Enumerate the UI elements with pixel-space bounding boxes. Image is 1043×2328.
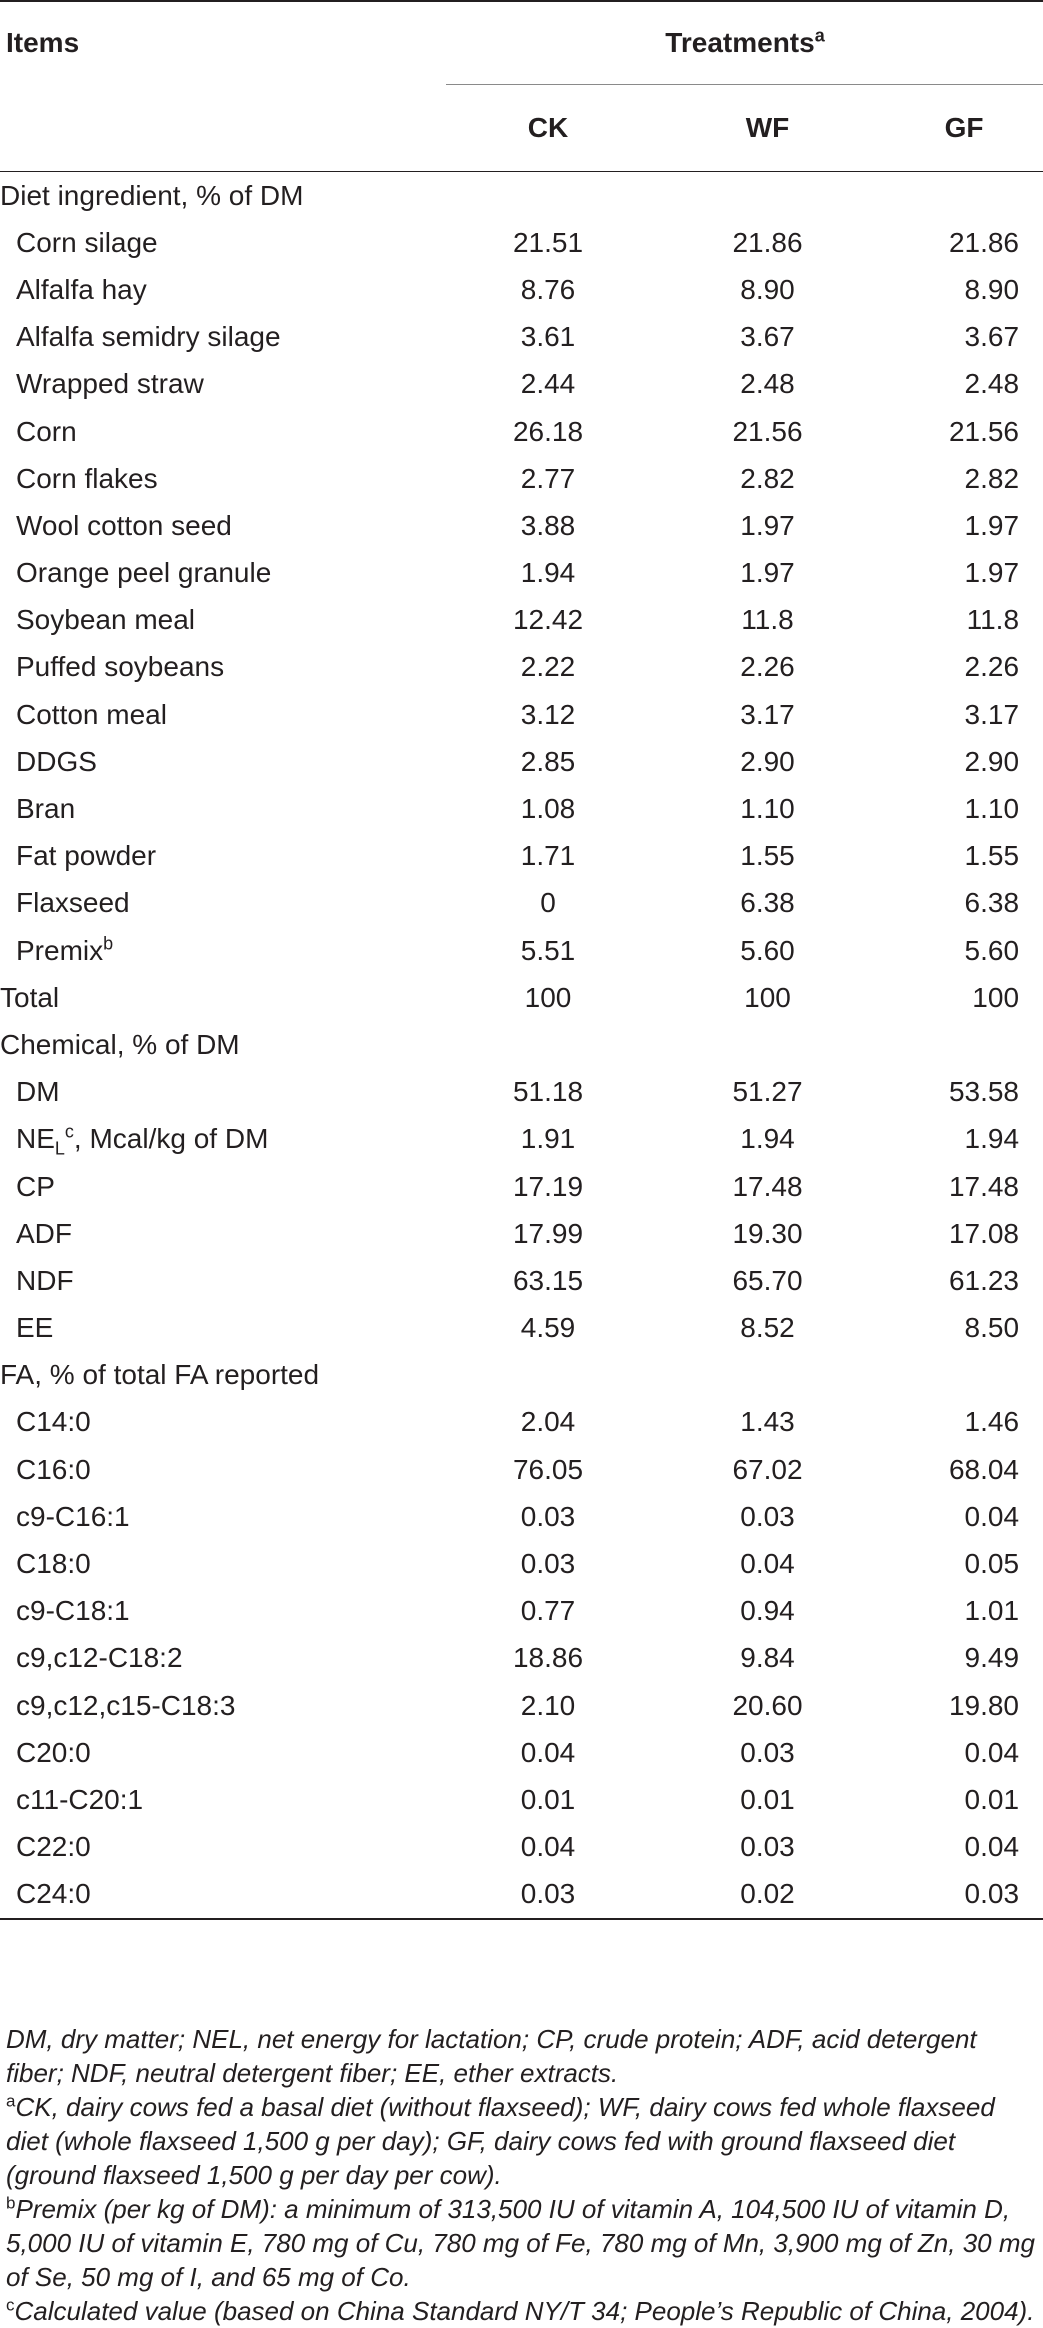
cell-wf: 0.94: [740, 1595, 795, 1627]
row-label-text: Corn: [16, 415, 77, 447]
cell-ck: 3.88: [520, 509, 576, 541]
cell-gf: 53.58: [948, 1076, 1020, 1108]
cell-gf: 2.82: [964, 462, 1020, 494]
row-label: [0, 1682, 446, 1729]
cell-wf: 100: [744, 981, 791, 1013]
cell-gf: 1.46: [964, 1406, 1020, 1438]
cell-gf: 61.23: [948, 1264, 1020, 1296]
cell-ck: 4.59: [520, 1312, 576, 1344]
cell-wf: 5.60: [740, 934, 795, 966]
row-label: [0, 1257, 446, 1304]
cell-gf: 8.50: [964, 1312, 1020, 1344]
cell-gf: 0.03: [885, 1871, 1043, 1919]
row-label: [0, 408, 446, 455]
column-header-ck: CK: [446, 85, 650, 172]
table-row: [0, 833, 1043, 880]
row-label: [0, 1493, 446, 1540]
cell-wf: 21.86: [732, 226, 803, 258]
cell-ck: 0.03: [446, 1871, 650, 1919]
cell-wf: 6.38: [740, 887, 795, 919]
table-row: [0, 738, 1043, 785]
row-label: [0, 361, 446, 408]
cell-ck: 0.77: [520, 1595, 576, 1627]
row-label: [0, 644, 446, 691]
cell-ck: 26.18: [512, 415, 584, 447]
table-row: [0, 1399, 1043, 1446]
table-row: [0, 1163, 1043, 1210]
cell-wf: 2.26: [740, 651, 795, 683]
cell-wf: [650, 1021, 885, 1068]
row-label-text: Orange peel granule: [16, 557, 272, 589]
cell-gf: 100: [972, 981, 1020, 1013]
cell-wf: 0.04: [740, 1548, 795, 1580]
cell-wf: 67.02: [732, 1453, 803, 1485]
row-label-text: Flaxseed: [16, 887, 130, 919]
cell-ck: 17.19: [512, 1170, 584, 1202]
cell-wf: 65.70: [732, 1264, 803, 1296]
cell-ck: 1.71: [520, 840, 576, 872]
cell-wf: 0.03: [740, 1831, 795, 1863]
cell-ck: 0.03: [520, 1548, 576, 1580]
row-label-text: Fat powder: [16, 840, 157, 872]
cell-ck: 2.85: [520, 745, 576, 777]
row-label-text: Puffed soybeans: [16, 651, 225, 683]
row-label: [0, 1352, 446, 1399]
cell-wf: 19.30: [732, 1217, 803, 1249]
row-label-text: c9-C16:1: [16, 1500, 130, 1532]
cell-wf: 3.67: [740, 321, 795, 353]
items-header-text: Items: [6, 27, 80, 59]
header-row-treatments: [0, 1, 1043, 85]
cell-gf: 17.08: [948, 1217, 1020, 1249]
row-label: [0, 974, 446, 1021]
row-footnote-mark: c: [64, 1122, 74, 1143]
row-label-text: EE: [16, 1312, 54, 1344]
cell-gf: 2.90: [964, 745, 1020, 777]
row-label: [0, 597, 446, 644]
table-row: [0, 408, 1043, 455]
row-label-text: NE: [16, 1123, 55, 1155]
table-row: [0, 172, 1043, 220]
cell-wf: [650, 172, 885, 220]
cell-gf: 6.38: [964, 887, 1020, 919]
cell-ck: 3.12: [520, 698, 576, 730]
cell-wf: 0.01: [740, 1783, 795, 1815]
cell-gf: 0.04: [964, 1831, 1020, 1863]
items-header: [0, 1, 446, 85]
cell-wf: 11.8: [741, 604, 794, 636]
cell-ck: 1.94: [520, 557, 576, 589]
cell-ck: 0.04: [520, 1831, 576, 1863]
cell-wf: 20.60: [732, 1689, 803, 1721]
footnote-c-mark: c: [6, 2295, 15, 2315]
cell-gf: 1.10: [964, 793, 1020, 825]
cell-gf: 1.97: [964, 557, 1020, 589]
row-label-text: C24:0: [16, 1878, 91, 1910]
cell-ck: 1.91: [520, 1123, 576, 1155]
row-label-text: Alfalfa hay: [16, 273, 147, 305]
table-row: [0, 502, 1043, 549]
cell-wf: 1.94: [740, 1123, 795, 1155]
row-label: [0, 219, 446, 266]
row-label-text: NDF: [16, 1264, 74, 1296]
cell-gf: 5.60: [964, 934, 1020, 966]
row-label: [0, 266, 446, 313]
cell-gf: 1.94: [964, 1123, 1020, 1155]
cell-ck: 5.51: [520, 934, 576, 966]
row-label-text: C14:0: [16, 1406, 91, 1438]
row-label: [0, 550, 446, 597]
cell-gf: 3.67: [964, 321, 1020, 353]
table-row: [0, 974, 1043, 1021]
table-row: [0, 1305, 1043, 1352]
footnote-b-mark: b: [6, 2193, 16, 2213]
row-label: [0, 455, 446, 502]
table-row: [0, 880, 1043, 927]
row-label: [0, 738, 446, 785]
row-label: [0, 1163, 446, 1210]
table-row: [0, 1493, 1043, 1540]
cell-wf: 0.02: [650, 1871, 885, 1919]
table-row: [0, 1540, 1043, 1587]
treatments-header-text: Treatments: [665, 27, 815, 58]
header-row-columns: [0, 85, 1043, 172]
table-row: [0, 1069, 1043, 1116]
row-label: [0, 1871, 446, 1919]
row-label-text: Wrapped straw: [16, 368, 204, 400]
cell-gf: [885, 1021, 1043, 1068]
cell-ck: 0.03: [520, 1500, 576, 1532]
cell-gf: 21.86: [948, 226, 1020, 258]
row-label-text: FA, % of total FA reported: [0, 1359, 320, 1391]
row-label-text: Total: [0, 981, 60, 1013]
row-label: [0, 1305, 446, 1352]
row-label-text: c9-C18:1: [16, 1595, 130, 1627]
table-row: [0, 314, 1043, 361]
cell-ck: 3.61: [520, 321, 576, 353]
cell-wf: 1.97: [740, 557, 795, 589]
row-label: [0, 314, 446, 361]
row-footnote-mark: b: [103, 933, 114, 954]
row-label-text: Cotton meal: [16, 698, 167, 730]
table-row: [0, 361, 1043, 408]
row-label-text: C20:0: [16, 1736, 91, 1768]
row-label-subscript: L: [54, 1138, 65, 1159]
table-row: [0, 1871, 1043, 1919]
cell-wf: 3.17: [740, 698, 795, 730]
row-label-text: c9,c12-C18:2: [16, 1642, 183, 1674]
cell-gf: 3.17: [964, 698, 1020, 730]
row-label: [0, 1635, 446, 1682]
row-label-text: ADF: [16, 1217, 72, 1249]
cell-wf: 9.84: [740, 1642, 795, 1674]
footnote-c: [6, 2294, 1036, 2328]
table-row: [0, 1776, 1043, 1823]
row-label: [0, 927, 446, 974]
row-label-text: Corn silage: [16, 226, 158, 258]
table-row: [0, 1116, 1043, 1163]
row-label: [0, 1021, 446, 1068]
row-label-text: Corn flakes: [16, 462, 158, 494]
cell-ck: 63.15: [512, 1264, 584, 1296]
row-label: [0, 785, 446, 832]
cell-gf: 17.48: [948, 1170, 1020, 1202]
table-row: [0, 1210, 1043, 1257]
row-label-text: Bran: [16, 793, 76, 825]
row-label-text: c11-C20:1: [16, 1783, 144, 1815]
table-row: [0, 597, 1043, 644]
row-label: [0, 502, 446, 549]
cell-wf: 2.90: [740, 745, 795, 777]
row-label: [0, 1776, 446, 1823]
footnote-b-text: Premix (per kg of DM): a minimum of 313,500 IU of vitamin A, 104,500 IU of vitamin D, 5,000 IU of vitamin E, 780 mg of Cu, 780 mg of Fe, 780 mg of Mn, 3,900 mg of Zn, 30 mg of Se, 50 mg of I, and 65 mg of Co.: [6, 2194, 1035, 2292]
footnote-abbreviations: DM, dry matter; NEL, net energy for lactation; CP, crude protein; ADF, acid detergent fiber; NDF, neutral detergent fiber; EE, ether extracts.: [6, 2024, 977, 2088]
table-row: [0, 644, 1043, 691]
cell-wf: 51.27: [732, 1076, 803, 1108]
table-row: [0, 785, 1043, 832]
row-label: [0, 1116, 446, 1163]
row-label-text: DM: [16, 1076, 60, 1108]
row-label: [0, 1824, 446, 1871]
row-label-text: c9,c12,c15-C18:3: [16, 1689, 236, 1721]
row-label: [0, 1540, 446, 1587]
cell-gf: 8.90: [964, 273, 1020, 305]
row-label-text: Diet ingredient, % of DM: [0, 179, 304, 211]
cell-ck: 2.22: [520, 651, 576, 683]
row-label-text: Wool cotton seed: [16, 509, 232, 541]
row-label-text: Soybean meal: [16, 604, 196, 636]
treatments-footnote-mark: a: [814, 25, 825, 46]
row-label: [0, 880, 446, 927]
table-row: [0, 266, 1043, 313]
cell-wf: 1.97: [740, 509, 795, 541]
cell-ck: 18.86: [512, 1642, 584, 1674]
row-label: [0, 1069, 446, 1116]
cell-ck: 76.05: [512, 1453, 584, 1485]
cell-gf: 19.80: [948, 1689, 1020, 1721]
cell-ck: 0.04: [520, 1736, 576, 1768]
cell-gf: 1.97: [964, 509, 1020, 541]
table-row: [0, 455, 1043, 502]
row-label-text: Premix: [16, 934, 104, 966]
row-label: [0, 1588, 446, 1635]
cell-gf: [885, 172, 1043, 220]
column-header-gf: GF: [885, 85, 1043, 172]
row-label: [0, 1729, 446, 1776]
cell-wf: 1.10: [740, 793, 795, 825]
table-row: [0, 691, 1043, 738]
table-body: [0, 172, 1043, 1919]
footnote-a: [6, 2090, 1036, 2192]
cell-ck: [446, 1021, 650, 1068]
row-label: [0, 172, 446, 220]
row-label-text: CP: [16, 1170, 55, 1202]
cell-gf: 1.55: [964, 840, 1020, 872]
cell-wf: 8.52: [740, 1312, 795, 1344]
cell-ck: 2.77: [520, 462, 576, 494]
cell-ck: 8.76: [520, 273, 576, 305]
cell-ck: 12.42: [512, 604, 584, 636]
table-row: [0, 1352, 1043, 1399]
cell-gf: 11.8: [966, 604, 1020, 636]
cell-gf: 0.01: [964, 1783, 1020, 1815]
cell-wf: 0.03: [740, 1736, 795, 1768]
cell-ck: 51.18: [512, 1076, 584, 1108]
cell-wf: [650, 1352, 885, 1399]
row-label-text: C22:0: [16, 1831, 91, 1863]
footnote-a-text: CK, dairy cows fed a basal diet (without flaxseed); WF, dairy cows fed whole flaxseed diet (whole flaxseed 1,500 g per day); GF, dairy cows fed with ground flaxseed diet (ground flaxseed 1,500 g per day per cow).: [6, 2092, 995, 2190]
table-row: [0, 1021, 1043, 1068]
table-row: [0, 1257, 1043, 1304]
table-row: [0, 1682, 1043, 1729]
table-row: [0, 1635, 1043, 1682]
row-label-unit: , Mcal/kg of DM: [73, 1123, 269, 1155]
table-row: [0, 550, 1043, 597]
footnote-c-text: Calculated value (based on China Standard NY/T 34; People’s Republic of China, 2004).: [14, 2296, 1035, 2326]
cell-gf: 9.49: [964, 1642, 1020, 1674]
cell-ck: 2.04: [520, 1406, 576, 1438]
table-row: [0, 1824, 1043, 1871]
cell-wf: 8.90: [740, 273, 795, 305]
table-row: [0, 1729, 1043, 1776]
cell-wf: 17.48: [732, 1170, 803, 1202]
footnote-b: [6, 2192, 1036, 2294]
row-label: [0, 1210, 446, 1257]
table-row: [0, 1588, 1043, 1635]
row-label-text: C16:0: [16, 1453, 91, 1485]
cell-gf: 0.04: [964, 1500, 1020, 1532]
cell-gf: 0.05: [964, 1548, 1020, 1580]
cell-ck: [446, 1352, 650, 1399]
table-row: [0, 219, 1043, 266]
cell-ck: 2.10: [520, 1689, 576, 1721]
cell-ck: 1.08: [520, 793, 576, 825]
cell-ck: 0.01: [520, 1783, 576, 1815]
table-footnotes: [6, 2022, 1036, 2328]
cell-gf: 68.04: [948, 1453, 1020, 1485]
row-label-text: Alfalfa semidry silage: [16, 321, 281, 353]
cell-wf: 21.56: [732, 415, 803, 447]
cell-gf: 2.26: [964, 651, 1020, 683]
row-label: [0, 833, 446, 880]
cell-gf: 1.01: [964, 1595, 1020, 1627]
cell-wf: 2.48: [740, 368, 795, 400]
row-label-text: Chemical, % of DM: [0, 1028, 240, 1060]
treatments-header: [446, 1, 1043, 85]
cell-wf: 1.43: [740, 1406, 795, 1438]
header-blank-cell: [0, 85, 446, 172]
row-label: [0, 691, 446, 738]
column-header-wf: WF: [650, 85, 885, 172]
cell-gf: 2.48: [964, 368, 1020, 400]
cell-ck: 0: [540, 887, 556, 919]
row-label-text: C18:0: [16, 1548, 91, 1580]
table-row: [0, 927, 1043, 974]
cell-gf: [885, 1352, 1043, 1399]
cell-ck: 2.44: [520, 368, 576, 400]
row-label: [0, 1399, 446, 1446]
cell-wf: 0.03: [740, 1500, 795, 1532]
cell-ck: 21.51: [512, 226, 584, 258]
cell-ck: [446, 172, 650, 220]
cell-wf: 2.82: [740, 462, 795, 494]
cell-gf: 0.04: [964, 1736, 1020, 1768]
table-row: [0, 1446, 1043, 1493]
cell-ck: 17.99: [512, 1217, 584, 1249]
row-label-text: DDGS: [16, 745, 97, 777]
cell-wf: 1.55: [740, 840, 795, 872]
footnote-a-mark: a: [6, 2091, 16, 2111]
cell-ck: 100: [524, 981, 572, 1013]
row-label: [0, 1446, 446, 1493]
cell-gf: 21.56: [948, 415, 1020, 447]
